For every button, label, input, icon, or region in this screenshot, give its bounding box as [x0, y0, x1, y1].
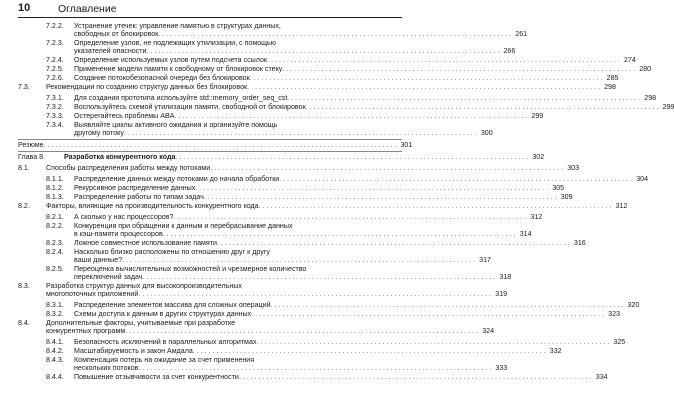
toc-entry: [18, 139, 413, 149]
toc-entry-page: 314: [519, 230, 532, 238]
toc-entry: [46, 301, 640, 309]
toc-entry-title: [74, 356, 507, 372]
toc-entry: [46, 175, 649, 183]
page-number: 10: [18, 2, 31, 14]
toc-entry-title-line: Определение узлов, не подлежащих утилизации, с помощью: [74, 39, 276, 47]
spacer: [18, 381, 402, 382]
toc-entry-number: 7.3.3.: [46, 112, 64, 120]
toc-entry-number: 7.2.2.: [46, 22, 64, 30]
toc-entry-page: 319: [495, 290, 508, 298]
toc-entry-title-line: Дополнительные факторы, учитываемые при разработке: [46, 319, 236, 327]
toc-entry-title-line: свободных от блокировок: [74, 30, 159, 38]
spacer: [18, 137, 402, 138]
toc-entry: [46, 193, 573, 201]
dot-leader: . . . . . . . . . . . . . . . . . . . . . . . . . . . . . . . . . . . . . . . . . . . . . . . . . . . . . . . . . . . . . . . . . . . . . . . . . . . . . . . . . . . . . . . . . .: [146, 47, 500, 55]
toc-entry-title: [74, 265, 511, 281]
toc-entry-title: [74, 310, 620, 318]
toc-entry-title-line: Применение модели памяти к свободному от блокировок стеку: [74, 65, 283, 73]
toc-entry-number: 8.2.3.: [46, 239, 64, 247]
dot-leader: . . . . . . . . . . . . . . . . . . . . . . . . . . . . . . . . . . . . . . . . . . . . . . . . . . . . . . . . . . . . . . . . . . . . . . . . . . . . . . . . . . . . . . . . . .: [125, 327, 479, 335]
dot-leader: . . . . . . . . . . . . . . . . . . . . . . . . . . . . . . . . . . . . . . . . . . . . . . . . . . . . . . . . . . . . . . . . . . . . . . . . . . . . . . . . . . . . . . . . . .: [195, 184, 549, 192]
toc-entry: [18, 164, 580, 172]
toc-entry-page: 280: [639, 65, 652, 73]
toc-entry-title-line: Устранение утечек: управление памятью в структурах данных,: [74, 22, 281, 30]
toc-entry: [18, 202, 628, 210]
toc-entry-number: 8.2.: [18, 202, 30, 210]
toc-entry-page: 316: [573, 239, 586, 247]
toc-entry-title-line: Насколько близко расположены по отношению друг к другу: [74, 248, 270, 256]
toc-entry-page: 333: [495, 364, 508, 372]
toc-entry-number: 8.4.2.: [46, 347, 64, 355]
toc-entry-title-line: Компенсация потерь на ожидание за счет применения: [74, 356, 255, 364]
toc-entry: [46, 39, 516, 55]
toc-entry: [46, 248, 491, 264]
toc-entry-title: [74, 338, 625, 346]
toc-entry-page: 303: [567, 164, 580, 172]
toc-entry: [18, 83, 616, 91]
dot-leader: . . . . . . . . . . . . . . . . . . . . . . . . . . . . . . . . . . . . . . . . . . . . . . . . . . . . . . . . . . . . . . . . . . . . . . . . . . . . . . . . . . . . . . . . . .: [162, 230, 516, 238]
toc-entry: [18, 282, 508, 298]
toc-entry-title: [74, 22, 527, 38]
toc-entry-title: [74, 193, 573, 201]
dot-leader: . . . . . . . . . . . . . . . . . . . . . . . . . . . . . . . . . . . . . . . . . . . . . . . . . . . . . . . . . . . . . . . . . . . . . . . . . . . . . . . . . . . . . . . . . .: [174, 112, 528, 120]
toc-entry-title: [74, 184, 564, 192]
toc-entry-title-line: Повышение отзывчивости за счет конкурентности: [74, 373, 239, 381]
toc-entry: [46, 74, 619, 82]
toc-entry-number: 7.3.1.: [46, 94, 64, 102]
toc-entry-title-line: Ложное совместное использование памяти: [74, 239, 217, 247]
toc-entry-page: 312: [615, 202, 628, 210]
toc-entry-title-line: Остерегайтесь проблемы ABA: [74, 112, 175, 120]
toc-entry-number: 8.3.2.: [46, 310, 64, 318]
toc-entry-title: [18, 141, 412, 149]
toc-entry-number: 8.2.1.: [46, 213, 64, 221]
toc-entry-title: [46, 164, 579, 172]
toc-entry-number: 8.2.5.: [46, 265, 64, 273]
toc-entry-number: 7.3.: [18, 83, 30, 91]
toc-entry-page: 261: [515, 30, 528, 38]
toc-entry-page: 323: [608, 310, 621, 318]
toc-entry-page: 324: [482, 327, 495, 335]
dot-leader: . . . . . . . . . . . . . . . . . . . . . . . . . . . . . . . . . . . . . . . . . . . . . . . . . . . . . . . . . . . . . . . . . . . . . . . . . . . . . . . . . . . . . . . . . .: [175, 153, 529, 161]
toc-entry-page: 300: [480, 129, 493, 137]
toc-entry-page: 298: [604, 83, 616, 91]
dot-leader: . . . . . . . . . . . . . . . . . . . . . . . . . . . . . . . . . . . . . . . . . . . . . . . . . . . . . . . . . . . . . . . . . . . . . . . . . . . . . . . . . . . . . . . . . .: [238, 373, 592, 381]
dot-leader: . . . . . . . . . . . . . . . . . . . . . . . . . . . . . . . . . . . . . . . . . . . . . . . . . . . . . . . . . . . . . . . . . . . . . . . . . . . . . . . . . . . . . . . . . .: [251, 310, 605, 318]
toc-entry-title-line: Факторы, влияющие на производительность конкурентного кода: [46, 202, 259, 210]
toc-entry-page: 299: [662, 103, 674, 111]
toc-entry-title: [46, 282, 507, 298]
toc-entry-page: 309: [560, 193, 573, 201]
toc-entry: [46, 239, 586, 247]
toc-entry-page: 320: [627, 301, 640, 309]
toc-entry-title-line: Переоценка вычислительных возможностей и чрезмерное количество: [74, 265, 307, 273]
toc-entry: [46, 121, 493, 137]
toc-entry-number: 8.2.2.: [46, 222, 64, 230]
dot-leader: . . . . . . . . . . . . . . . . . . . . . . . . . . . . . . . . . . . . . . . . . . . . . . . . . . . . . . . . . . . . . . . . . . . . . . . . . . . . . . . . . . . . . . . . . .: [210, 164, 564, 172]
toc-entry-page: 334: [595, 373, 608, 381]
toc-entry-title-line: Распределение работы по типам задач: [74, 193, 204, 201]
dot-leader: . . . . . . . . . . . . . . . . . . . . . . . . . . . . . . . . . . . . . . . . . . . . . . . . . . . . . . . . . . . . . . . . . . . . . . . . . . . . . . . . . . . . . . . . . .: [282, 65, 636, 73]
dot-leader: . . . . . . . . . . . . . . . . . . . . . . . . . . . . . . . . . . . . . . . . . . . . . . . . . . . . . . . . . . . . . . . . . . . . . . . . . . . . . . . . . . . . . . . . . .: [216, 239, 570, 247]
toc-entry: [46, 338, 626, 346]
dot-leader: . . . . . . . . . . . . . . . . . . . . . . . . . . . . . . . . . . . . . . . . . . . . . . . . . . . . . . . . . . . . . . . . . . . . . . . . . . . . . . . . . . . . . . . . . .: [247, 83, 600, 91]
toc-entry-number: 7.2.6.: [46, 74, 64, 82]
dot-leader: . . . . . . . . . . . . . . . . . . . . . . . . . . . . . . . . . . . . . . . . . . . . . . . . . . . . . . . . . . . . . . . . . . . . . . . . . . . . . . . . . . . . . . . . . .: [305, 103, 659, 111]
toc-entry-page: 318: [499, 273, 512, 281]
toc-entry-page: 285: [606, 74, 619, 82]
toc-entry-title-line: переключений задач: [74, 273, 143, 281]
toc-entry-number: 8.1.3.: [46, 193, 64, 201]
toc-entry-title: [74, 94, 656, 102]
toc-entry-title: [74, 112, 543, 120]
toc-entry: [46, 213, 543, 221]
toc-entry-title-line: Масштабируемость и закон Амдала: [74, 347, 193, 355]
toc-entry-title-line: Конкуренция при обращении к данным и перебрасывание данных: [74, 222, 293, 230]
toc-entry-number: 8.4.4.: [46, 373, 64, 381]
toc-entry-page: 325: [613, 338, 626, 346]
toc-entry-title: [74, 74, 619, 82]
running-title: Оглавление: [58, 3, 117, 15]
toc-entry-title-line: Создание потокобезопасной очереди без блокировок: [74, 74, 250, 82]
toc-entry-number: 7.2.5.: [46, 65, 64, 73]
toc-entry-title-line: Рекомендации по созданию структур данных без блокировок: [46, 83, 248, 91]
toc-entry: [46, 22, 528, 38]
toc-entry-title: [74, 56, 636, 64]
toc-entry-title: [74, 301, 639, 309]
toc-entry-title-line: Разработка структур данных для высокопроизводительных: [46, 282, 242, 290]
toc-entry-title-line: ваши данные?: [74, 256, 123, 264]
toc-entry: [46, 184, 565, 192]
dot-leader: . . . . . . . . . . . . . . . . . . . . . . . . . . . . . . . . . . . . . . . . . . . . . . . . . . . . . . . . . . . . . . . . . . . . . . . . . . . . . . . . . . . . . . . . . .: [43, 141, 397, 149]
dot-leader: . . . . . . . . . . . . . . . . . . . . . . . . . . . . . . . . . . . . . . . . . . . . . . . . . . . . . . . . . . . . . . . . . . . . . . . . . . . . . . . . . . . . . . . . . .: [192, 347, 546, 355]
dot-leader: . . . . . . . . . . . . . . . . . . . . . . . . . . . . . . . . . . . . . . . . . . . . . . . . . . . . . . . . . . . . . . . . . . . . . . . . . . . . . . . . . . . . . . . . . .: [203, 193, 557, 201]
toc-entry-title-line: Безопасность исключений в параллельных алгоритмах: [74, 338, 257, 346]
toc-entry-title: [74, 103, 674, 111]
toc-entry-number: 7.3.2.: [46, 103, 64, 111]
toc-entry-title-line: нескольких потоков: [74, 364, 139, 372]
toc-entry-page: 299: [531, 112, 544, 120]
toc-entry-page: 317: [479, 256, 491, 264]
toc-chapter-entry: [18, 151, 545, 161]
toc-entry-title-line: Распределение элементов массива для сложных операций: [74, 301, 271, 309]
spacer: [18, 149, 402, 150]
toc-entry-title: [46, 83, 616, 91]
toc-entry: [46, 347, 562, 355]
toc-entry-number: 8.4.1.: [46, 338, 64, 346]
dot-leader: . . . . . . . . . . . . . . . . . . . . . . . . . . . . . . . . . . . . . . . . . . . . . . . . . . . . . . . . . . . . . . . . . . . . . . . . . . . . . . . . . . . . . . . . . .: [256, 338, 610, 346]
toc-entry-title-line: Определение используемых узлов путем подсчета ссылок: [74, 56, 268, 64]
toc-entry-title-line: другому потоку: [74, 129, 124, 137]
toc-entry-page: 274: [624, 56, 636, 64]
toc-entry-number: 8.4.: [18, 319, 30, 327]
toc-entry: [18, 319, 495, 335]
toc-entry-number: 7.3.4.: [46, 121, 64, 129]
dot-leader: . . . . . . . . . . . . . . . . . . . . . . . . . . . . . . . . . . . . . . . . . . . . . . . . . . . . . . . . . . . . . . . . . . . . . . . . . . . . . . . . . . . . . . . . . .: [258, 202, 612, 210]
toc-entry-page: 312: [530, 213, 543, 221]
toc-entry-number: 8.3.1.: [46, 301, 64, 309]
toc-entry-title-line: А сколько у нас процессоров?: [74, 213, 174, 221]
toc-entry-title-line: Для создания прототипа используйте std::memory_order_seq_cst: [74, 94, 288, 102]
toc-entry-number: 8.1.1.: [46, 175, 64, 183]
toc-entry-title-line: Схемы доступа к данным в других структурах данных: [74, 310, 252, 318]
toc-entry-title: [74, 39, 515, 55]
toc-entry-number: 8.4.3.: [46, 356, 64, 364]
toc-entry-page: 305: [552, 184, 565, 192]
toc-entry: [46, 265, 512, 281]
toc-entry-title-line: многопоточных приложений: [46, 290, 139, 298]
toc-entry-page: 302: [532, 153, 545, 161]
dot-leader: . . . . . . . . . . . . . . . . . . . . . . . . . . . . . . . . . . . . . . . . . . . . . . . . . . . . . . . . . . . . . . . . . . . . . . . . . . . . . . . . . . . . . . . . . .: [138, 290, 492, 298]
toc-entry-number: 8.3.: [18, 282, 30, 290]
dot-leader: . . . . . . . . . . . . . . . . . . . . . . . . . . . . . . . . . . . . . . . . . . . . . . . . . . . . . . . . . . . . . . . . . . . . . . . . . . . . . . . . . . . . . . . . . .: [267, 56, 620, 64]
toc-entry: [46, 356, 508, 372]
toc-entry-number: 7.2.3.: [46, 39, 64, 47]
toc-entry-title: [74, 373, 608, 381]
dot-leader: . . . . . . . . . . . . . . . . . . . . . . . . . . . . . . . . . . . . . . . . . . . . . . . . . . . . . . . . . . . . . . . . . . . . . . . . . . . . . . . . . . . . . . . . . .: [270, 301, 624, 309]
toc-entry-number: 8.1.: [18, 164, 30, 172]
table-of-contents: [18, 22, 674, 420]
toc-entry-page: 301: [400, 141, 413, 149]
toc-entry-page: 332: [549, 347, 562, 355]
dot-leader: . . . . . . . . . . . . . . . . . . . . . . . . . . . . . . . . . . . . . . . . . . . . . . . . . . . . . . . . . . . . . . . . . . . . . . . . . . . . . . . . . . . . . . . . . .: [123, 129, 477, 137]
dot-leader: . . . . . . . . . . . . . . . . . . . . . . . . . . . . . . . . . . . . . . . . . . . . . . . . . . . . . . . . . . . . . . . . . . . . . . . . . . . . . . . . . . . . . . . . . .: [287, 94, 641, 102]
toc-entry: [46, 94, 657, 102]
toc-entry-page: 304: [636, 175, 649, 183]
toc-entry-number: 8.2.4.: [46, 248, 64, 256]
toc-entry-title-line: Выявляйте циклы активного ожидания и организуйте помощь: [74, 121, 278, 129]
toc-entry-title-line: Способы распределения работы между потоками: [46, 164, 211, 172]
toc-entry: [46, 103, 674, 111]
dot-leader: . . . . . . . . . . . . . . . . . . . . . . . . . . . . . . . . . . . . . . . . . . . . . . . . . . . . . . . . . . . . . . . . . . . . . . . . . . . . . . . . . . . . . . . . . .: [279, 175, 633, 183]
toc-entry-title: [74, 347, 562, 355]
toc-entry-title: [74, 213, 542, 221]
dot-leader: . . . . . . . . . . . . . . . . . . . . . . . . . . . . . . . . . . . . . . . . . . . . . . . . . . . . . . . . . . . . . . . . . . . . . . . . . . . . . . . . . . . . . . . . . .: [249, 74, 603, 82]
dot-leader: . . . . . . . . . . . . . . . . . . . . . . . . . . . . . . . . . . . . . . . . . . . . . . . . . . . . . . . . . . . . . . . . . . . . . . . . . . . . . . . . . . . . . . . . . .: [173, 213, 527, 221]
toc-entry-number: 7.2.4.: [46, 56, 64, 64]
toc-entry: [46, 222, 532, 238]
page-header: [18, 3, 402, 18]
toc-entry-title-line: указателей опасности: [74, 47, 147, 55]
toc-entry: [46, 373, 608, 381]
toc-entry-title: [74, 65, 651, 73]
toc-entry-title: [46, 319, 494, 335]
toc-entry: [46, 310, 621, 318]
dot-leader: . . . . . . . . . . . . . . . . . . . . . . . . . . . . . . . . . . . . . . . . . . . . . . . . . . . . . . . . . . . . . . . . . . . . . . . . . . . . . . . . . . . . . . . . . .: [158, 30, 512, 38]
toc-entry-title-line: Резюме: [18, 141, 44, 149]
dot-leader: . . . . . . . . . . . . . . . . . . . . . . . . . . . . . . . . . . . . . . . . . . . . . . . . . . . . . . . . . . . . . . . . . . . . . . . . . . . . . . . . . . . . . . . . . .: [142, 273, 496, 281]
toc-entry: [46, 112, 544, 120]
toc-entry: [46, 56, 636, 64]
toc-entry-title-line: Воспользуйтесь схемой утилизации памяти, свободной от блокировок: [74, 103, 306, 111]
toc-entry-title-line: Разработка конкурентного кода: [64, 153, 176, 161]
dot-leader: . . . . . . . . . . . . . . . . . . . . . . . . . . . . . . . . . . . . . . . . . . . . . . . . . . . . . . . . . . . . . . . . . . . . . . . . . . . . . . . . . . . . . . . . . .: [138, 364, 492, 372]
toc-entry-title: [74, 222, 532, 238]
toc-entry-title-line: Рекурсивное распределение данных: [74, 184, 196, 192]
toc-entry-title: [74, 239, 586, 247]
toc-entry-number: 8.1.2.: [46, 184, 64, 192]
toc-entry-number: Глава 8.: [18, 153, 46, 161]
dot-leader: . . . . . . . . . . . . . . . . . . . . . . . . . . . . . . . . . . . . . . . . . . . . . . . . . . . . . . . . . . . . . . . . . . . . . . . . . . . . . . . . . . . . . . . . . .: [122, 256, 475, 264]
toc-entry-title-line: Распределение данных между потоками до начала обработки: [74, 175, 280, 183]
toc-entry-title: [64, 153, 544, 161]
toc-entry-page: 266: [503, 47, 516, 55]
toc-entry-title: [74, 121, 493, 137]
toc-entry: [46, 65, 652, 73]
toc-entry-title-line: конкурентных программ: [46, 327, 126, 335]
toc-entry-title: [74, 175, 648, 183]
toc-entry-title: [74, 248, 491, 264]
toc-entry-title: [46, 202, 627, 210]
toc-entry-page: 298: [644, 94, 657, 102]
toc-entry-title-line: в кэш-памяти процессоров: [74, 230, 163, 238]
